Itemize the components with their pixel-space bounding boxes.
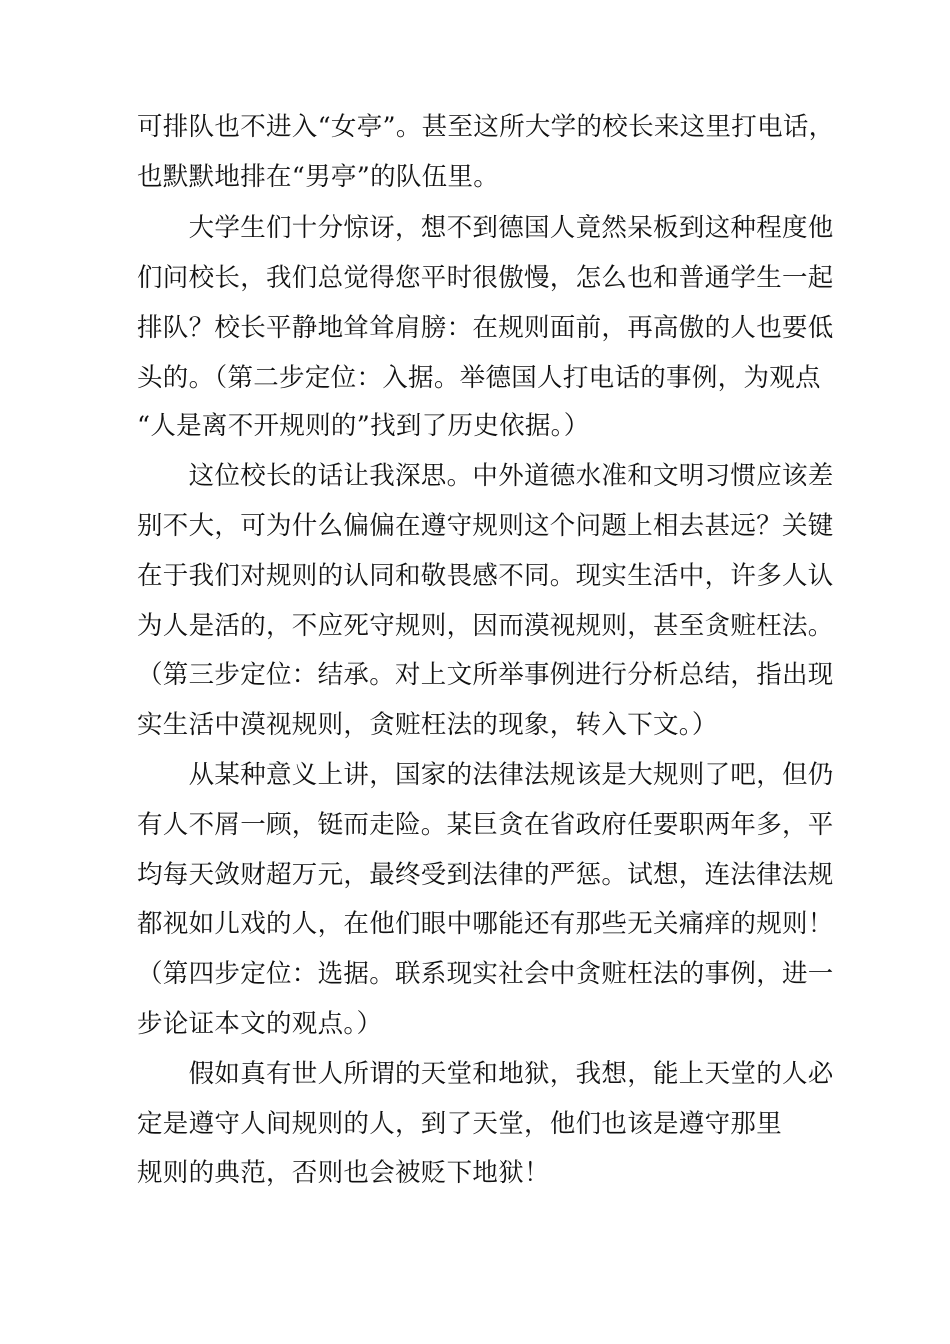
text-line: 别不大，可为什么偏偏在遵守规则这个问题上相去甚远？关键 [137,511,834,541]
text-line: 定是遵守人间规则的人，到了天堂，他们也该是遵守那里 [137,1109,783,1139]
text-line: 可排队也不进入“女亭”。甚至这所大学的校长来这里打电话， [137,112,835,142]
text-line: 这位校长的话让我深思。中外道德水准和文明习惯应该差 [137,461,834,491]
text-line: 排队？校长平静地耸耸肩膀：在规则面前，再高傲的人也要低 [137,313,834,343]
text-line: 步论证本文的观点。） [137,1009,383,1039]
text-line: 实生活中漠视规则，贪赃枉法的现象，转入下文。） [137,710,718,740]
text-line: 均每天敛财超万元，最终受到法律的严惩。试想，连法律法规 [137,860,834,890]
text-line: 大学生们十分惊讶，想不到德国人竟然呆板到这种程度他 [137,213,834,243]
text-line: 们问校长，我们总觉得您平时很傲慢，怎么也和普通学生一起 [137,263,834,293]
text-line: （第三步定位：结承。对上文所举事例进行分析总结，指出现 [137,660,834,690]
text-line: 都视如儿戏的人，在他们眼中哪能还有那些无关痛痒的规则！ [137,909,834,939]
text-line: 从某种意义上讲，国家的法律法规该是大规则了吧，但仍 [137,760,834,790]
text-line: 假如真有世人所谓的天堂和地狱，我想，能上天堂的人必 [137,1059,834,1089]
text-line: 也默默地排在“男亭”的队伍里。 [137,162,500,192]
text-line: “人是离不开规则的”找到了历史依据。） [137,411,590,441]
text-line: 有人不屑一顾，铤而走险。某巨贪在省政府任要职两年多，平 [137,810,834,840]
text-line: 为人是活的，不应死守规则，因而漠视规则，甚至贪赃枉法。 [137,611,834,641]
text-line: 规则的典范，否则也会被贬下地狱！ [137,1158,550,1188]
text-line: （第四步定位：选据。联系现实社会中贪赃枉法的事例，进一 [137,959,834,989]
text-line: 在于我们对规则的认同和敬畏感不同。现实生活中，许多人认 [137,561,834,591]
text-line: 头的。（第二步定位：入据。举德国人打电话的事例，为观点 [137,363,821,393]
